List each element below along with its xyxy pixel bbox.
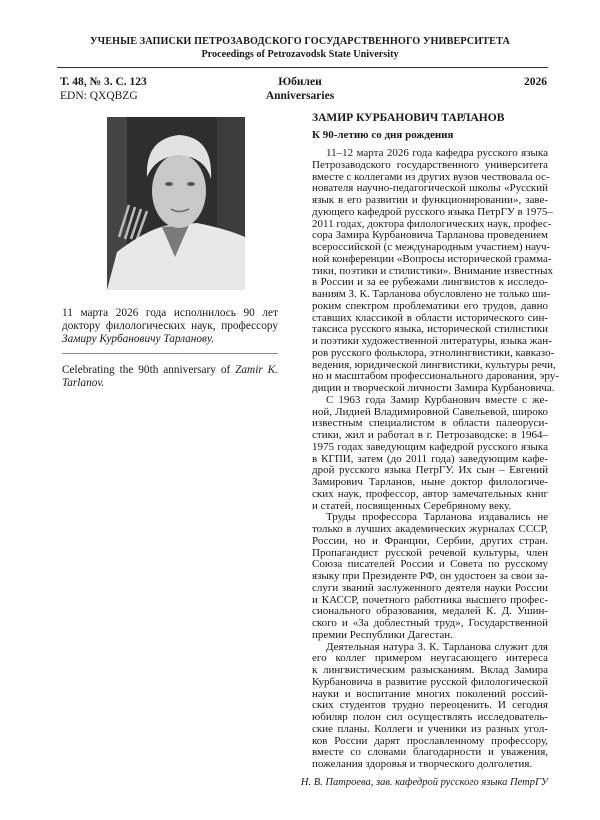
text-line: ваниям З. К. Тарланова обусловлено не только ши-: [312, 288, 551, 300]
text-line: ставших классикой в области исторического син-: [312, 311, 548, 324]
journal-title-ru: УЧЕНЫЕ ЗАПИСКИ ПЕТРОЗАВОДСКОГО ГОСУДАРСТВЕННОГО УНИВЕРСИТЕТА: [90, 36, 510, 47]
paragraph: [312, 395, 548, 513]
text-line: только в лучших академических журналах СССР,: [312, 523, 548, 535]
text-line: С 1963 года Замир Курбанович вместе с же-: [326, 393, 548, 406]
article-subtitle: К 90-летию со дня рождения: [312, 129, 454, 141]
caption-en-name: Zamir K. Tarlanov.: [62, 364, 278, 389]
text-line: в России и за ее рубежами лингвистов к исследо-: [312, 276, 548, 289]
text-line: 2011 годах, доктора филологических наук, профес-: [312, 217, 552, 230]
text-line: 11–12 марта 2026 года кафедра русского языка: [326, 147, 548, 159]
text-line: ведения, юридической лингвистики, культуры речи,: [312, 358, 556, 371]
text-line: дующего кафедрой русского языка ПетрГУ в 1975–: [312, 205, 553, 218]
text-line: тики, поэтики и стилистики». Внимание известных: [312, 264, 554, 277]
text-line: всероссийской (с международным участием) науч-: [312, 241, 551, 253]
text-line: дрой русского языка ПетрГУ. Их сын – Евгений: [312, 464, 548, 477]
text-line: ских наук, профессор, автор замечательных книг: [312, 487, 548, 500]
text-line: Пропагандист русской речевой культуры, член: [312, 546, 548, 559]
text-line: его коллег примером неугасающего интереса: [312, 652, 548, 665]
portrait-photo: [107, 117, 245, 290]
text-line: роким спектром проблематики его трудов, давно: [312, 299, 548, 312]
caption-ru-text: 11 марта 2026 года исполнилось 90 лет доктору филологических наук, профессору: [62, 307, 278, 332]
text-line: ров русского фольклора, этнолингвистики, кавказо-: [312, 346, 555, 359]
text-line: ков России дарят прославленному профессору,: [312, 734, 548, 747]
text-line: сионального образования, медалей К. Д. Ушин-: [312, 605, 548, 618]
year: 2026: [524, 76, 547, 88]
text-line: премии Республики Дагестан.: [312, 628, 453, 641]
header-divider: [57, 67, 548, 68]
author-signature: Н. В. Патроева, зав. кафедрой русского языка ПетрГУ: [300, 777, 548, 788]
photo-caption-ru: [62, 307, 278, 346]
photo-caption-en: [62, 364, 278, 390]
text-line: ной конференции «Вопросы исторической грамма-: [312, 252, 552, 265]
text-line: ские планы. Коллеги и ученики из разных угол-: [312, 722, 548, 735]
volume-info: Т. 48, № 3. С. 123: [60, 76, 147, 88]
section-en: Anniversaries: [265, 90, 335, 102]
text-line: 1975 годах заведующим кафедрой русского языка: [312, 440, 548, 453]
text-line: нователя научно-педагогической школы «Русский: [312, 182, 548, 195]
text-line: таксиса русского языка, исторической стилистики: [312, 323, 548, 336]
text-line: вместе с коллегами из других вузов чествовала ос-: [312, 170, 550, 183]
paragraph: [312, 642, 548, 771]
text-line: ского и «За доблестный труд», Государственной: [312, 617, 548, 629]
text-line: Деятельная натура З. К. Тарланова служит для: [326, 640, 548, 653]
text-line: известным специалистом в области палеоруси-: [312, 417, 548, 430]
paragraph: [312, 512, 548, 641]
text-line: юбиляр полон сил осуществлять исследователь-: [312, 711, 548, 723]
text-line: языку при Президенте РФ, он удостоен за свои за-: [312, 570, 548, 582]
article-title: ЗАМИР КУРБАНОВИЧ ТАРЛАНОВ: [312, 112, 505, 124]
text-line: но и масштабом профессионального дарования, эру-: [312, 370, 559, 383]
paragraph: [312, 147, 559, 395]
text-line: в КГПИ, затем (до 2011 года) заведующим кафе-: [312, 452, 548, 465]
text-line: Труды профессора Тарланова издавались не: [326, 511, 548, 524]
article-body: [312, 147, 559, 771]
caption-divider: [62, 353, 278, 354]
text-line: вместе со словами благодарности и уважения,: [312, 746, 548, 759]
section-ru: Юбилеи: [278, 76, 322, 88]
text-line: сора Замира Курбановича Тарланова проведением: [312, 229, 548, 242]
text-line: и КАССР, почетного работника высшего профес-: [312, 593, 548, 606]
text-line: пожелания здоровья и творческого долголетия.: [312, 758, 533, 770]
text-line: и статей, посвященных Серебряному веку.: [312, 499, 512, 512]
text-line: стики, жил и работал в г. Петрозаводске: в 1964–: [312, 429, 548, 441]
text-line: ной, Лидией Владимировной Савельевой, широко: [312, 405, 548, 418]
text-line: Замирович Тарланов, ныне доктор филологиче-: [312, 476, 548, 488]
text-line: к лингвистическим разысканиям. Вклад Замира: [312, 664, 548, 676]
text-line: Союза писателей России и Совета по русскому: [312, 558, 548, 571]
text-line: язык в его развитии и функционировании», заве-: [312, 194, 548, 206]
text-line: Курбановича в развитие русской филологической: [312, 675, 548, 688]
edn-code: EDN: QXQBZG: [60, 90, 138, 102]
text-line: диции и творческой личности Замира Курбановича.: [312, 382, 555, 394]
text-line: слуги званий заслуженного деятеля науки России: [312, 581, 548, 594]
text-line: науки и воспитание многих поколений россий-: [312, 687, 548, 700]
text-line: ских студентов трудно переоценить. И сегодня: [312, 699, 548, 712]
caption-en-text: Celebrating the 90th anniversary of: [62, 364, 231, 376]
journal-title-en: Proceedings of Petrozavodsk State University: [201, 49, 399, 60]
caption-ru-name: Замиру Курбановичу Тарланову.: [62, 333, 215, 345]
text-line: Петрозаводского государственного университета: [312, 158, 548, 171]
text-line: России, но и Франции, Сербии, других стран.: [312, 534, 548, 547]
text-line: и поэтики художественной литературы, языка жан-: [312, 335, 552, 347]
